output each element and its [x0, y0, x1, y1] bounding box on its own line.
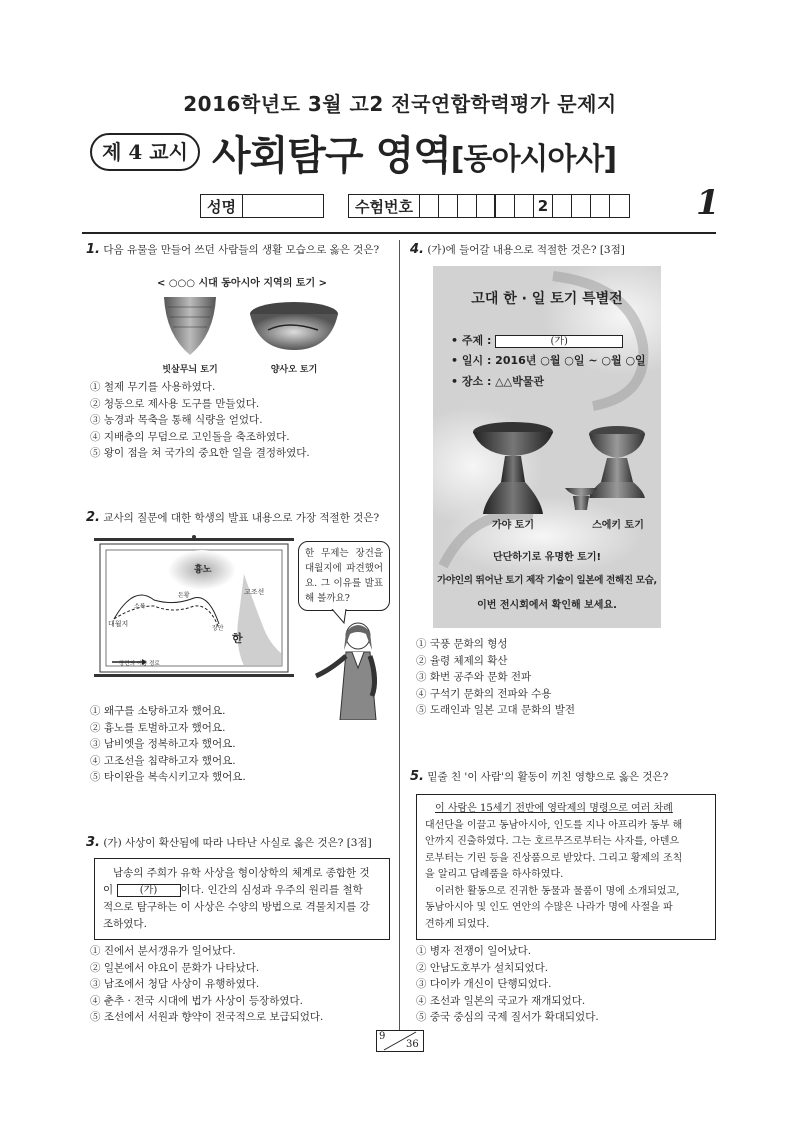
column-divider [399, 240, 400, 1030]
poster-tag2: 가야인의 뛰어난 토기 제작 기술이 일본에 전해진 모습, [437, 575, 657, 586]
q1-img2-label: 양사오 토기 [270, 365, 318, 375]
q1-stem [86, 242, 391, 258]
q5-passage-line: 로부터는 기린 등을 진상품으로 받았다. 그리고 황제의 조칙 [425, 852, 683, 864]
comb-pottery-image [160, 295, 220, 357]
poster-topic-label: • 주제 : [451, 334, 492, 347]
q3-choice[interactable]: ① 진에서 분서갱유가 일어났다. [90, 945, 236, 957]
q2-choice[interactable]: ⑤ 타이완을 복속시키고자 했어요. [90, 771, 246, 783]
poster-place-line: • 장소 : △△박물관 [451, 375, 544, 388]
q1-choice[interactable]: ⑤ 왕이 점을 쳐 국가의 중요한 일을 결정하였다. [90, 447, 310, 459]
name-field[interactable] [243, 195, 323, 217]
q4-choice[interactable]: ② 율령 체제의 확산 [416, 654, 508, 667]
q2-choices [90, 703, 246, 786]
q2-choice[interactable]: ① 왜구를 소탕하고자 했어요. [90, 705, 226, 717]
subject-main: 사회탐구 영역 [212, 133, 451, 179]
q2-stem-text: 교사의 질문에 대한 학생의 발표 내용으로 가장 적절한 것은? [103, 512, 380, 524]
map-label-xiongnu: 흉노 [194, 565, 212, 575]
q4-stem-text: (가)에 들어갈 내용으로 적절한 것은? [3점] [427, 244, 625, 256]
map-legend: 장건의 이동 경로 [119, 661, 160, 667]
poster-tag3: 이번 전시회에서 확인해 보세요. [477, 600, 617, 611]
q3-passage-line: 남송의 주희가 유학 사상을 형이상학의 체계로 종합한 것 [113, 867, 370, 879]
q3-stem-text: (가) 사상이 확산됨에 따라 나타난 사실로 옳은 것은? [3점] [103, 837, 372, 849]
map-label-gojoseon: 고조선 [244, 588, 265, 596]
page-indicator [376, 1030, 424, 1052]
exam-number-cell[interactable] [572, 195, 591, 217]
exam-number-cell[interactable] [610, 195, 629, 217]
exam-number-label: 수험번호 [349, 195, 420, 217]
exam-number-cell[interactable] [420, 195, 439, 217]
exhibition-poster [433, 266, 661, 628]
id-row [200, 194, 630, 218]
exam-number-box [348, 194, 630, 218]
q5-choice[interactable]: ① 병자 전쟁이 일어났다. [416, 945, 532, 957]
q4-choice[interactable]: ④ 구석기 문화의 전파와 수용 [416, 687, 552, 700]
q1-stem-text: 다음 유물을 만들어 쓰던 사람들의 생활 모습으로 옳은 것은? [103, 244, 380, 256]
q3-passage-post: 이다. 인간의 심성과 우주의 원리를 철학 [180, 884, 363, 896]
exam-number-cell: 2 [534, 195, 553, 217]
q4-choices [416, 636, 575, 719]
map-label-han: 한 [232, 632, 243, 645]
map-label-dawanji: 대월지 [108, 620, 129, 628]
q5-passage-line: 동남아시아 및 인도 연안의 수많은 나라가 명에 사절을 파 [425, 902, 673, 913]
name-box [200, 194, 324, 218]
q3-number: 3. [86, 835, 100, 850]
header-divider [82, 232, 716, 234]
q2-choice[interactable]: ③ 남비엣을 정복하고자 했어요. [90, 738, 236, 750]
poster-title: 고대 한 · 일 토기 특별전 [471, 291, 623, 307]
q2-number: 2. [86, 510, 100, 525]
exam-number-cell[interactable] [439, 195, 458, 217]
q5-passage-line: 대선단을 이끌고 동남아시아, 인도를 지나 아프리카 동부 해 [425, 819, 683, 831]
q2-stem [86, 510, 391, 526]
q5-passage-line: 을 알리고 답례품을 하사하였다. [425, 869, 564, 880]
q3-passage-line: 적으로 탐구하는 이 사상은 수양의 방법으로 격물치지를 강 [103, 901, 370, 913]
q5-passage-line: 이러한 활동으로 진귀한 동물과 물품이 명에 소개되었고, [435, 885, 680, 897]
page-indicator-total: 36 [406, 1039, 419, 1050]
poster-img2-label: 스에키 토기 [592, 520, 644, 531]
q1-choices [90, 379, 310, 462]
q5-choice[interactable]: ④ 조선과 일본의 국교가 재개되었다. [416, 994, 586, 1007]
q5-passage-line: 이 사람은 15세기 전반에 영락제의 명령으로 여러 차례 [435, 803, 673, 814]
map-label-dunhuang: 돈황 [178, 592, 190, 599]
teacher-speech-bubble: 한 무제는 장건을 대월지에 파견했어요. 그 이유를 발표해 볼까요? [298, 541, 390, 611]
q5-choice[interactable]: ⑤ 중국 중심의 국제 질서가 확대되었다. [416, 1011, 599, 1023]
subject-title [212, 124, 616, 181]
exam-number-cell[interactable] [591, 195, 610, 217]
q1-number: 1. [86, 242, 100, 257]
q1-choice[interactable]: ④ 지배층의 무덤으로 고인돌을 축조하였다. [90, 430, 290, 443]
q5-choice[interactable]: ③ 다이카 개신이 단행되었다. [416, 978, 552, 990]
poster-tag1: 단단하기로 유명한 토기! [492, 552, 602, 563]
period-badge: 제 4 교시 [90, 133, 200, 171]
yangshao-pottery-image [248, 300, 340, 352]
q3-blank: (가) [117, 884, 181, 897]
poster-topic-line [451, 332, 623, 348]
poster-img1-label: 가야 토기 [491, 520, 535, 531]
q3-passage-pre: 이 [103, 884, 114, 896]
q4-choice[interactable]: ③ 화번 공주와 문화 전파 [416, 671, 532, 683]
poster-topic-blank: (가) [495, 335, 623, 348]
q3-choice[interactable]: ③ 남조에서 청담 사상이 유행하였다. [90, 978, 260, 990]
q5-stem-text: 밑줄 친 '이 사람'의 활동이 끼친 영향으로 옳은 것은? [427, 771, 669, 783]
q4-choice[interactable]: ① 국풍 문화의 형성 [416, 638, 508, 650]
exam-number-cell[interactable] [553, 195, 572, 217]
q3-stem [86, 835, 391, 851]
sueki-pottery-image [561, 424, 647, 514]
page-indicator-current: 9 [379, 1031, 386, 1042]
q1-choice[interactable]: ② 청동으로 제사용 도구를 만들었다. [90, 397, 260, 410]
q3-passage-line: 조하였다. [103, 918, 147, 930]
exam-number-cell[interactable] [458, 195, 477, 217]
map-label-suncheng: 소륵 [134, 603, 146, 610]
exam-title: 2016학년도 3월 고2 전국연합학력평가 문제지 [183, 92, 617, 116]
q3-choice[interactable]: ⑤ 조선에서 서원과 향약이 전국적으로 보급되었다. [90, 1011, 324, 1023]
q5-number: 5. [410, 769, 424, 784]
q5-passage-box [416, 794, 716, 940]
exam-number-cell[interactable] [496, 195, 515, 217]
exam-number-cell[interactable] [515, 195, 534, 217]
teacher-figure [312, 620, 390, 720]
q3-choices [90, 943, 323, 1026]
q3-passage-line [103, 882, 381, 899]
q2-choice[interactable]: ④ 고조선을 침략하고자 했어요. [90, 754, 236, 767]
name-label: 성명 [201, 195, 243, 217]
q3-passage-box [94, 858, 390, 940]
q4-stem [410, 242, 710, 258]
exam-number-cell[interactable] [477, 195, 496, 217]
poster-date-line: • 일시 : 2016년 ○월 ○일 ~ ○월 ○일 [451, 354, 646, 367]
q1-choice[interactable]: ① 철제 무기를 사용하였다. [90, 381, 216, 393]
q4-choice[interactable]: ⑤ 도래인과 일본 고대 문화의 발전 [416, 704, 576, 716]
q5-passage-line: 견하게 되었다. [425, 918, 490, 930]
q1-caption: < ○○○ 시대 동아시아 지역의 토기 > [156, 278, 328, 289]
map-label-changan: 장안 [212, 625, 224, 632]
q2-choice[interactable]: ② 흉노를 토벌하고자 했어요. [90, 721, 226, 734]
q4-number: 4. [410, 242, 424, 257]
q3-choice[interactable]: ④ 춘추 · 전국 시대에 법가 사상이 등장하였다. [90, 994, 303, 1007]
subject-sub: [동아시아사] [450, 142, 617, 177]
q1-choice[interactable]: ③ 농경과 목축을 통해 식량을 얻었다. [90, 414, 263, 426]
q5-passage-line: 안까지 진출하였다. 그는 호르무즈로부터는 사자를, 아덴으 [425, 836, 680, 847]
q3-choice[interactable]: ② 일본에서 야요이 문화가 나타났다. [90, 961, 260, 974]
q5-choices [416, 943, 599, 1026]
q5-stem [410, 769, 710, 785]
gaya-pottery-image [471, 420, 555, 516]
q5-choice[interactable]: ② 안남도호부가 설치되었다. [416, 961, 549, 974]
q1-img1-label: 빗살무늬 토기 [162, 365, 218, 375]
page-number: 1 [696, 183, 720, 223]
